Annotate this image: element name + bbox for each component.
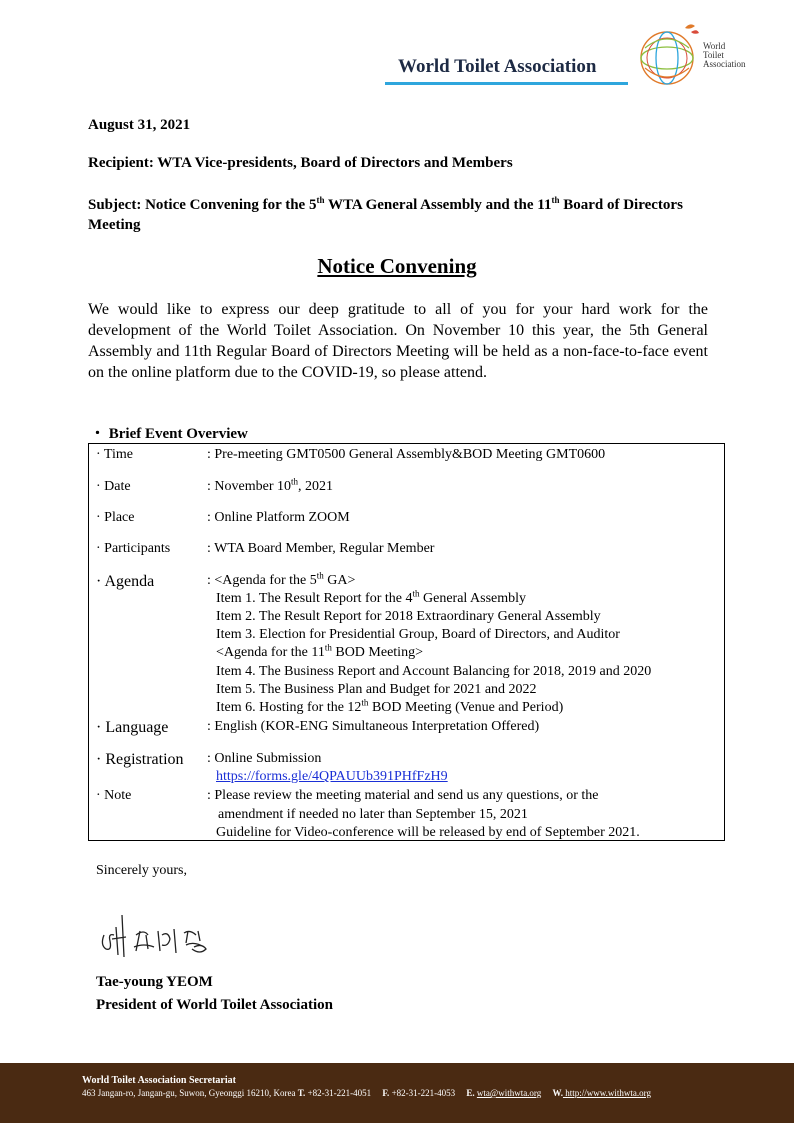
agenda-item-2: Item 2. The Result Report for 2018 Extraordinary General Assembly bbox=[216, 609, 601, 624]
recipient-line: Recipient: WTA Vice-presidents, Board of Directors and Members bbox=[88, 155, 513, 171]
agenda-ga-prefix: : <Agenda for the 5 bbox=[207, 573, 317, 588]
subject-middle: WTA General Assembly and the 11 bbox=[324, 197, 552, 213]
handwritten-signature bbox=[96, 905, 226, 960]
subject-suffix: Board of Directors Meeting bbox=[88, 197, 683, 233]
agenda-item-6 bbox=[216, 699, 563, 717]
time-label: · Time bbox=[96, 447, 133, 462]
footer-bar bbox=[0, 1063, 794, 1123]
date-sup: th bbox=[290, 476, 298, 487]
registration-form-link[interactable]: https://forms.gle/4QPAUUb391PHfFzH9 bbox=[216, 769, 448, 784]
participants-label: · Participants bbox=[96, 541, 171, 556]
agenda-item-1-sup: th bbox=[412, 588, 420, 599]
footer-email-label: E. bbox=[466, 1088, 475, 1098]
intro-paragraph: We would like to express our deep gratitude to all of you for your hard work for the development of the World Toilet Association. On November 10 this year, the 5th General Assembly and 11th Regular Board of Directors Meeting will be held as a non-face-to-face event on the online platform due to the COVID-19, so please attend. bbox=[88, 301, 708, 381]
agenda-bod-suffix: BOD Meeting> bbox=[331, 645, 423, 660]
registration-label: · Registration bbox=[96, 751, 184, 768]
footer-address: 463 Jangan-ro, Jangan-gu, Suwon, Gyeonggi 16210, Korea bbox=[82, 1088, 296, 1098]
agenda-bod-header bbox=[216, 644, 423, 662]
place-label: · Place bbox=[96, 510, 135, 525]
date-suffix: , 2021 bbox=[298, 479, 333, 494]
agenda-item-1-suffix: General Assembly bbox=[419, 591, 527, 606]
signer-title: President of World Toilet Association bbox=[96, 997, 333, 1013]
language-label: · Language bbox=[96, 719, 169, 736]
overview-title: ・ Brief Event Overview bbox=[90, 426, 248, 442]
globe-logo-icon bbox=[635, 20, 747, 90]
footer-tel-label: T. bbox=[297, 1088, 306, 1098]
footer-tel: +82-31-221-4051 bbox=[307, 1088, 372, 1098]
agenda-item-1-prefix: Item 1. The Result Report for the 4 bbox=[216, 591, 413, 606]
title-underline bbox=[385, 82, 628, 85]
agenda-bod-prefix: <Agenda for the 11 bbox=[216, 645, 325, 660]
participants-value: : WTA Board Member, Regular Member bbox=[207, 541, 435, 556]
signer-name: Tae-young YEOM bbox=[96, 974, 213, 990]
wta-logo bbox=[635, 20, 747, 90]
logo-text-line: Toilet bbox=[703, 50, 724, 60]
agenda-ga-header bbox=[207, 570, 356, 589]
footer-web-label: W. bbox=[552, 1088, 563, 1098]
footer-fax: +82-31-221-4053 bbox=[391, 1088, 456, 1098]
footer-title: World Toilet Association Secretariat bbox=[82, 1075, 236, 1086]
date-value bbox=[207, 476, 333, 495]
note-label: · Note bbox=[96, 788, 132, 803]
agenda-item-6-sup: th bbox=[361, 697, 369, 708]
language-value: : English (KOR-ENG Simultaneous Interpretation Offered) bbox=[207, 719, 540, 734]
note-line-3: Guideline for Video-conference will be released by end of September 2021. bbox=[216, 825, 640, 840]
logo-text-line: Association bbox=[703, 59, 746, 69]
subject-sup: th bbox=[551, 195, 560, 205]
sign-off: Sincerely yours, bbox=[96, 863, 187, 878]
agenda-item-4: Item 4. The Business Report and Account Balancing for 2018, 2019 and 2020 bbox=[216, 664, 652, 679]
agenda-ga-suffix: GA> bbox=[323, 573, 356, 588]
agenda-ga-sup: th bbox=[316, 570, 324, 581]
agenda-label: · Agenda bbox=[96, 573, 155, 590]
registration-link-wrap bbox=[216, 768, 448, 786]
footer-email-link[interactable]: wta@withwta.org bbox=[476, 1088, 542, 1098]
agenda-bod-sup: th bbox=[324, 642, 332, 653]
note-line-2: amendment if needed no later than September 15, 2021 bbox=[218, 807, 528, 822]
footer-contact-line bbox=[82, 1088, 651, 1098]
time-value: : Pre-meeting GMT0500 General Assembly&BOD Meeting GMT0600 bbox=[207, 447, 606, 462]
organization-title: World Toilet Association bbox=[398, 56, 597, 77]
agenda-item-1 bbox=[216, 590, 526, 608]
registration-value: : Online Submission bbox=[207, 751, 322, 766]
agenda-item-6-prefix: Item 6. Hosting for the 12 bbox=[216, 700, 362, 715]
subject-line bbox=[88, 195, 718, 235]
agenda-item-6-suffix: BOD Meeting (Venue and Period) bbox=[368, 700, 564, 715]
note-line-1: : Please review the meeting material and send us any questions, or the bbox=[207, 788, 599, 803]
subject-prefix: Subject: Notice Convening for the 5 bbox=[88, 197, 317, 213]
place-value: : Online Platform ZOOM bbox=[207, 510, 350, 525]
footer-web-link[interactable]: http://www.withwta.org bbox=[562, 1088, 651, 1098]
subject-sup: th bbox=[316, 195, 325, 205]
date-prefix: : November 10 bbox=[207, 479, 291, 494]
letter-date: August 31, 2021 bbox=[88, 117, 191, 133]
date-label: · Date bbox=[96, 479, 131, 494]
agenda-item-3: Item 3. Election for Presidential Group, Board of Directors, and Auditor bbox=[216, 627, 620, 642]
footer-fax-label: F. bbox=[382, 1088, 390, 1098]
agenda-item-5: Item 5. The Business Plan and Budget for 2021 and 2022 bbox=[216, 682, 537, 697]
notice-heading: Notice Convening bbox=[317, 254, 477, 278]
logo-text-line: World bbox=[703, 41, 726, 51]
